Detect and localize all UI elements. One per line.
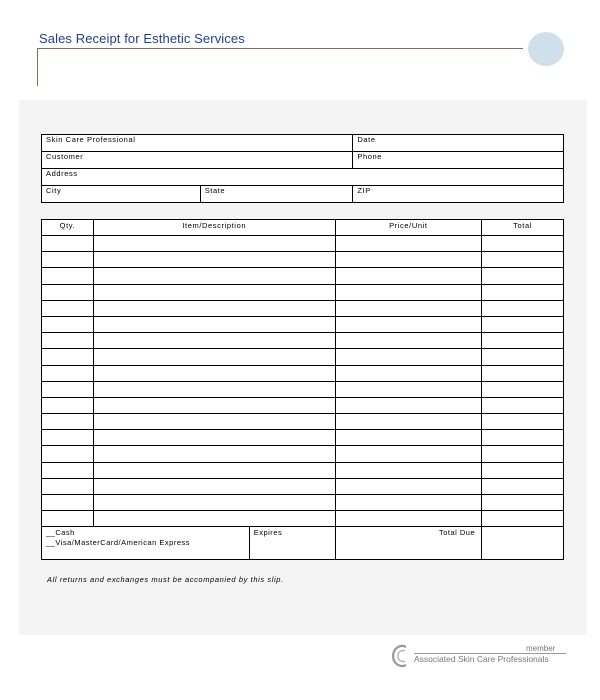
price-unit-cell[interactable] xyxy=(335,268,482,284)
price-unit-cell[interactable] xyxy=(335,430,482,446)
skin-care-professional-field[interactable]: Skin Care Professional xyxy=(42,135,353,152)
total-cell[interactable] xyxy=(482,268,564,284)
address-field[interactable]: Address xyxy=(42,169,564,186)
expires-field[interactable]: Expires xyxy=(249,527,335,560)
item-row xyxy=(42,268,564,284)
qty-cell[interactable] xyxy=(42,316,94,332)
item-row xyxy=(42,430,564,446)
price-unit-cell[interactable] xyxy=(335,300,482,316)
price-unit-cell[interactable] xyxy=(335,333,482,349)
item-description-cell[interactable] xyxy=(93,446,335,462)
item-description-cell[interactable] xyxy=(93,349,335,365)
item-row xyxy=(42,495,564,511)
price-unit-header: Price/Unit xyxy=(335,220,482,236)
total-header: Total xyxy=(482,220,564,236)
item-row xyxy=(42,236,564,252)
total-cell[interactable] xyxy=(482,446,564,462)
price-unit-cell[interactable] xyxy=(335,252,482,268)
qty-cell[interactable] xyxy=(42,381,94,397)
zip-field[interactable]: ZIP xyxy=(353,186,564,203)
associated-skin-care-professionals-logo xyxy=(390,644,412,668)
items-table xyxy=(41,219,564,560)
price-unit-cell[interactable] xyxy=(335,414,482,430)
title-divider xyxy=(37,48,523,49)
item-description-cell[interactable] xyxy=(93,414,335,430)
qty-cell[interactable] xyxy=(42,397,94,413)
price-unit-cell[interactable] xyxy=(335,236,482,252)
qty-cell[interactable] xyxy=(42,349,94,365)
item-row xyxy=(42,397,564,413)
item-description-cell[interactable] xyxy=(93,381,335,397)
price-unit-cell[interactable] xyxy=(335,365,482,381)
item-row xyxy=(42,462,564,478)
total-cell[interactable] xyxy=(482,430,564,446)
item-description-cell[interactable] xyxy=(93,236,335,252)
city-field[interactable]: City xyxy=(42,186,201,203)
qty-cell[interactable] xyxy=(42,462,94,478)
item-description-header: Item/Description xyxy=(93,220,335,236)
item-row xyxy=(42,316,564,332)
total-due-label: Total Due xyxy=(335,527,482,560)
payment-cash-option[interactable]: __Cash xyxy=(46,528,75,538)
total-cell[interactable] xyxy=(482,316,564,332)
price-unit-cell[interactable] xyxy=(335,397,482,413)
item-row xyxy=(42,349,564,365)
total-cell[interactable] xyxy=(482,511,564,527)
item-row xyxy=(42,478,564,494)
item-row xyxy=(42,446,564,462)
qty-cell[interactable] xyxy=(42,236,94,252)
item-description-cell[interactable] xyxy=(93,462,335,478)
total-cell[interactable] xyxy=(482,252,564,268)
price-unit-cell[interactable] xyxy=(335,495,482,511)
page-title: Sales Receipt for Esthetic Services xyxy=(39,31,245,46)
price-unit-cell[interactable] xyxy=(335,462,482,478)
item-description-cell[interactable] xyxy=(93,365,335,381)
total-cell[interactable] xyxy=(482,349,564,365)
total-cell[interactable] xyxy=(482,381,564,397)
total-cell[interactable] xyxy=(482,397,564,413)
member-organization: Associated Skin Care Professionals xyxy=(414,654,549,664)
total-cell[interactable] xyxy=(482,236,564,252)
qty-cell[interactable] xyxy=(42,430,94,446)
price-unit-cell[interactable] xyxy=(335,349,482,365)
qty-cell[interactable] xyxy=(42,268,94,284)
item-description-cell[interactable] xyxy=(93,478,335,494)
qty-cell[interactable] xyxy=(42,365,94,381)
qty-header: Qty. xyxy=(42,220,94,236)
price-unit-cell[interactable] xyxy=(335,381,482,397)
price-unit-cell[interactable] xyxy=(335,478,482,494)
item-row xyxy=(42,365,564,381)
price-unit-cell[interactable] xyxy=(335,511,482,527)
total-cell[interactable] xyxy=(482,284,564,300)
returns-disclaimer: All returns and exchanges must be accompanied by this slip. xyxy=(47,575,284,584)
qty-cell[interactable] xyxy=(42,300,94,316)
customer-field[interactable]: Customer xyxy=(42,152,353,169)
qty-cell[interactable] xyxy=(42,446,94,462)
item-description-cell[interactable] xyxy=(93,430,335,446)
title-vertical-divider xyxy=(37,48,38,86)
total-cell[interactable] xyxy=(482,495,564,511)
item-description-cell[interactable] xyxy=(93,316,335,332)
phone-field[interactable]: Phone xyxy=(353,152,564,169)
qty-cell[interactable] xyxy=(42,252,94,268)
payment-card-option[interactable]: __Visa/MasterCard/American Express xyxy=(46,538,190,548)
total-cell[interactable] xyxy=(482,414,564,430)
item-row xyxy=(42,252,564,268)
item-description-cell[interactable] xyxy=(93,268,335,284)
qty-cell[interactable] xyxy=(42,333,94,349)
item-row xyxy=(42,284,564,300)
qty-cell[interactable] xyxy=(42,414,94,430)
item-row xyxy=(42,511,564,527)
item-row xyxy=(42,414,564,430)
item-description-cell[interactable] xyxy=(93,495,335,511)
item-description-cell[interactable] xyxy=(93,300,335,316)
price-unit-cell[interactable] xyxy=(335,316,482,332)
item-description-cell[interactable] xyxy=(93,397,335,413)
qty-cell[interactable] xyxy=(42,511,94,527)
decorative-circle xyxy=(528,32,564,66)
qty-cell[interactable] xyxy=(42,478,94,494)
payment-method-cell[interactable] xyxy=(42,527,250,560)
item-description-cell[interactable] xyxy=(93,333,335,349)
item-row xyxy=(42,381,564,397)
item-description-cell[interactable] xyxy=(93,511,335,527)
total-cell[interactable] xyxy=(482,365,564,381)
item-row xyxy=(42,333,564,349)
qty-cell[interactable] xyxy=(42,284,94,300)
item-row xyxy=(42,300,564,316)
item-description-cell[interactable] xyxy=(93,252,335,268)
total-cell[interactable] xyxy=(482,333,564,349)
item-description-cell[interactable] xyxy=(93,284,335,300)
price-unit-cell[interactable] xyxy=(335,446,482,462)
qty-cell[interactable] xyxy=(42,495,94,511)
date-field[interactable]: Date xyxy=(353,135,564,152)
customer-info-table xyxy=(41,134,564,203)
state-field[interactable]: State xyxy=(200,186,353,203)
total-cell[interactable] xyxy=(482,300,564,316)
total-cell[interactable] xyxy=(482,462,564,478)
member-label: member xyxy=(526,644,556,653)
total-due-field[interactable] xyxy=(482,527,564,560)
price-unit-cell[interactable] xyxy=(335,284,482,300)
total-cell[interactable] xyxy=(482,478,564,494)
